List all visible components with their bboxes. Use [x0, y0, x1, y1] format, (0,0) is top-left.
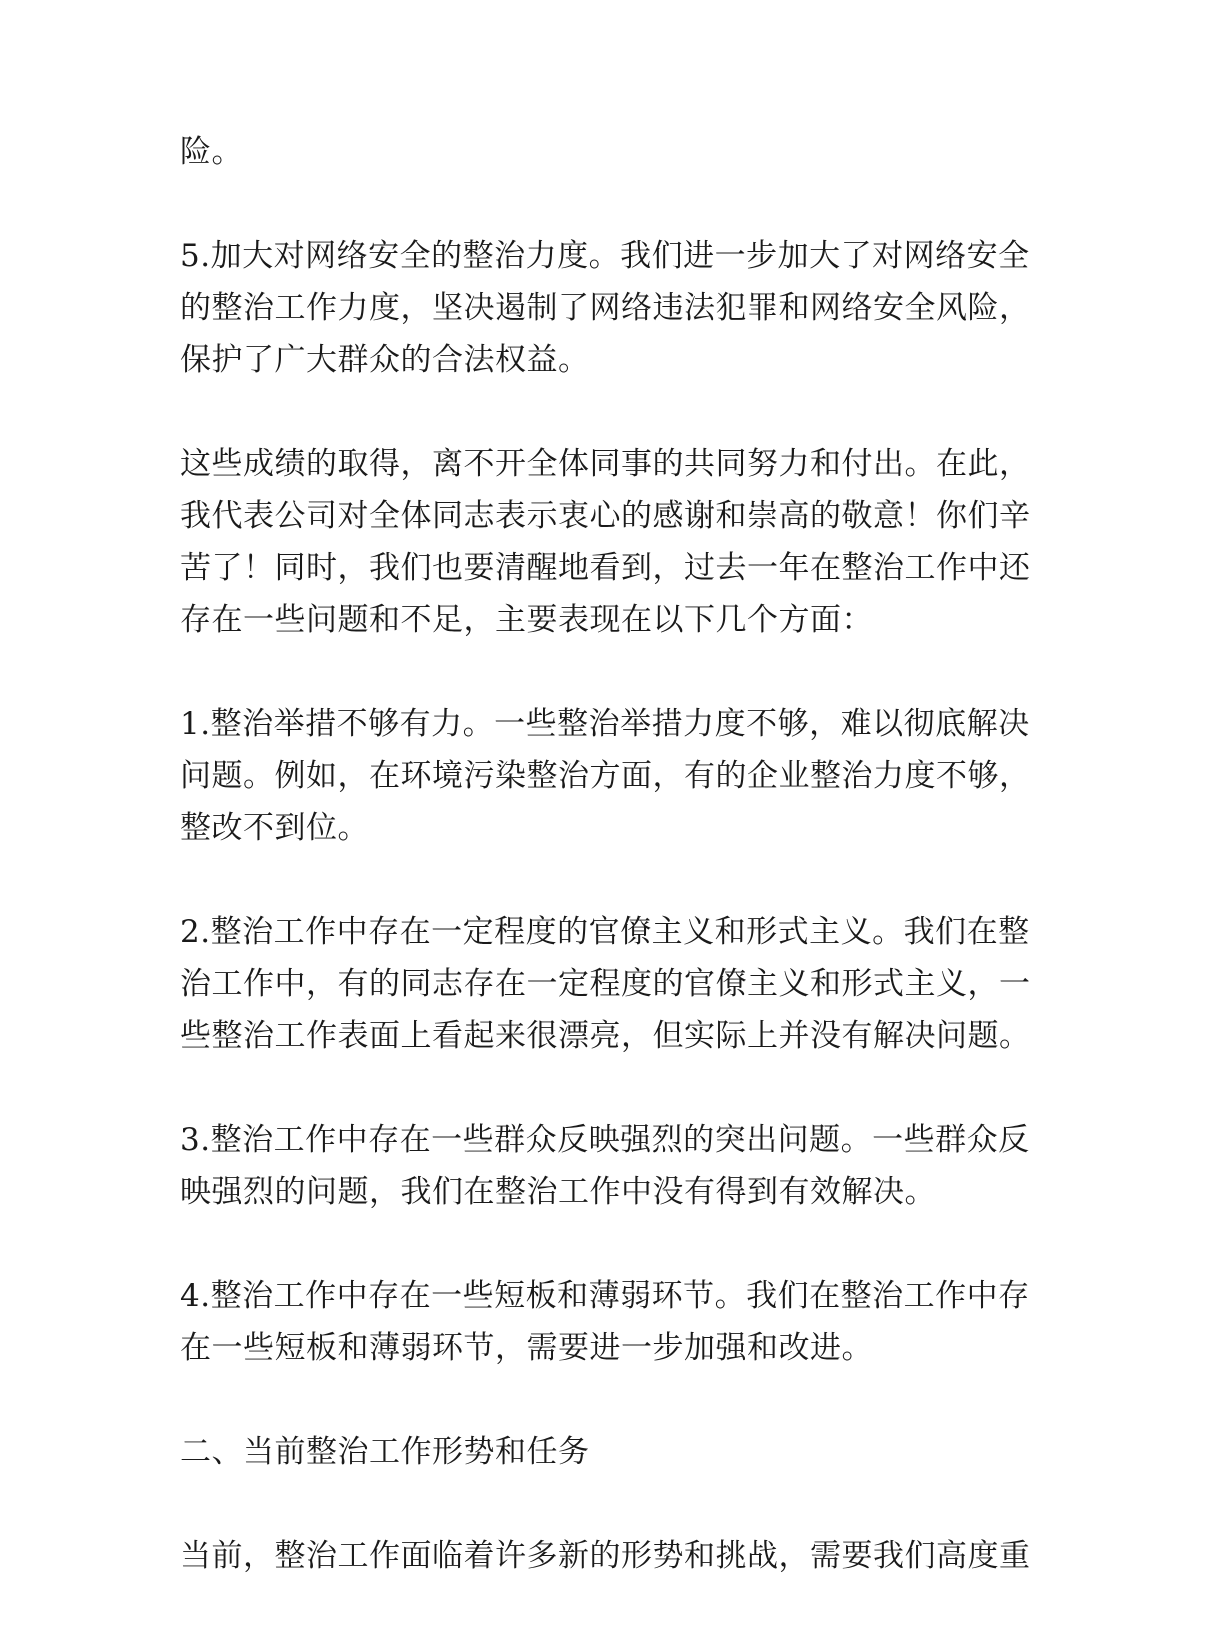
paragraph-problem-3 [180, 1114, 1050, 1218]
section-heading [180, 1426, 1050, 1478]
paragraph-problem-4 [180, 1270, 1050, 1374]
document-body [180, 126, 1050, 1634]
paragraph-continuation [180, 126, 1050, 178]
text-line: 1.整治举措不够有力。一些整治举措力度不够，难以彻底解决 [180, 706, 1030, 742]
text-line: 的整治工作力度，坚决遏制了网络违法犯罪和网络安全风险， [180, 290, 1031, 326]
text-line: 3.整治工作中存在一些群众反映强烈的突出问题。一些群众反 [180, 1122, 1030, 1158]
text-line: 在一些短板和薄弱环节，需要进一步加强和改进。 [180, 1330, 873, 1366]
text-line: 这些成绩的取得，离不开全体同事的共同努力和付出。在此， [180, 446, 1031, 482]
text-line: 问题。例如，在环境污染整治方面，有的企业整治力度不够， [180, 758, 1031, 794]
text-line: 二、当前整治工作形势和任务 [180, 1434, 590, 1470]
paragraph-acknowledgement [180, 438, 1050, 646]
text-line: 我代表公司对全体同志表示衷心的感谢和崇高的敬意！你们辛 [180, 498, 1031, 534]
text-line: 当前，整治工作面临着许多新的形势和挑战，需要我们高度重 [180, 1538, 1031, 1574]
text-line: 险。 [180, 134, 243, 170]
paragraph-current-situation [180, 1530, 1050, 1582]
text-line: 4.整治工作中存在一些短板和薄弱环节。我们在整治工作中存 [180, 1278, 1030, 1314]
paragraph-item-5 [180, 230, 1050, 386]
text-line: 些整治工作表面上看起来很漂亮，但实际上并没有解决问题。 [180, 1018, 1031, 1054]
text-line: 5.加大对网络安全的整治力度。我们进一步加大了对网络安全 [180, 238, 1030, 274]
text-line: 2.整治工作中存在一定程度的官僚主义和形式主义。我们在整 [180, 914, 1030, 950]
text-line: 映强烈的问题，我们在整治工作中没有得到有效解决。 [180, 1174, 936, 1210]
paragraph-problem-1 [180, 698, 1050, 854]
text-line: 治工作中，有的同志存在一定程度的官僚主义和形式主义，一 [180, 966, 1031, 1002]
text-line: 苦了！同时，我们也要清醒地看到，过去一年在整治工作中还 [180, 550, 1031, 586]
text-line: 保护了广大群众的合法权益。 [180, 342, 590, 378]
text-line: 存在一些问题和不足，主要表现在以下几个方面： [180, 602, 873, 638]
paragraph-problem-2 [180, 906, 1050, 1062]
text-line: 整改不到位。 [180, 810, 369, 846]
